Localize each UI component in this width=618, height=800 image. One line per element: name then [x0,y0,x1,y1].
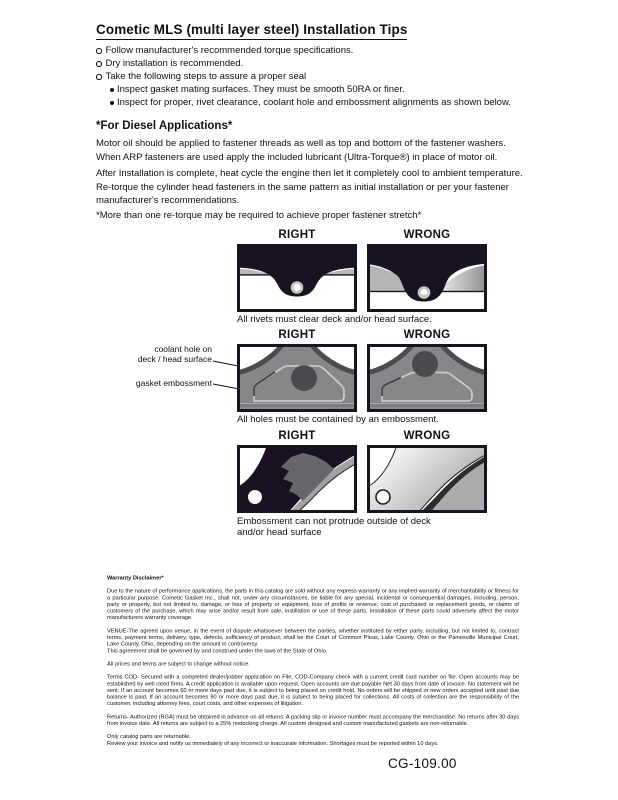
rivet-wrong-diagram [367,244,487,312]
tips-list [96,44,536,109]
list-item [110,96,536,109]
figure-row-embossment [237,430,487,513]
coolant-hole-label-line2: deck / head surface [137,353,212,364]
list-item [96,70,536,83]
figure-caption: All holes must be contained by an embossment. [237,414,439,425]
bullet-icon [110,88,114,92]
diesel-paragraph: After Installation is complete, heat cycle the engine then let it completely cool to ambient temperature. Re-torque the cylinder head fasteners in the same pattern as initial installation or per your fastener manufacturer's recommendations. [96,168,523,206]
figure-row-rivets [237,229,487,312]
figure-rivet-wrong [367,229,487,312]
bullet-text: Follow manufacturer's recommended torque specifications. [105,45,354,56]
warranty-disclaimer-heading: Warranty Disclaimer* [107,575,164,581]
figure-label-wrong: WRONG [403,229,451,241]
warranty-disclaimer [107,575,519,753]
bullet-text: Inspect for proper, rivet clearance, coolant hole and embossment alignments as shown below. [117,97,511,108]
coolant-hole-wrong-diagram [367,344,487,412]
page-title: Cometic MLS (multi layer steel) Installation Tips [96,22,407,40]
diesel-paragraph: Motor oil should be applied to fastener threads as well as top and bottom of the fastener washers. When ARP fasteners are used apply the included lubricant (Ultra-Torque®) in place of motor oil. [96,138,506,163]
coolant-hole-icon [412,351,438,377]
figure-label-right: RIGHT [278,329,316,341]
figure-label-right: RIGHT [278,430,316,442]
figure-label-right: RIGHT [278,229,316,241]
bolt-hole-icon [248,490,262,504]
page-number: CG-109.00 [388,756,457,771]
list-item [110,83,536,96]
figure-caption: All rivets must clear deck and/or head surface. [237,314,432,325]
disclaimer-paragraph: Due to the nature of performance applications, the parts in this catalog are sold without any express warranty or any implied warranty of merchantability or fitness for a particular purpose. Cometic Gasket Inc., shall not, under any circumstances, be liable for any special, incidental or consequential damages, including, person, party or property, but not limited to, damage, or loss of property or equipment, loss of profits or revenue, cost of purchased or replacement goods, or claims of customers of the purchase, which may arise and/or result from sale, instillation or use of these parts. Installation of these parts could adversely affect the motor manufacturers warranty coverage. [107,588,519,621]
bullet-text: Inspect gasket mating surfaces. They must be smooth 50RA or finer. [117,84,405,95]
disclaimer-paragraph: Returns- Authorized (RGA) must be obtained in advance on all returns. A packing slip or invoice number must accompany the merchandise. No returns after 30 days from invoice date. All returns are subject to a 25% restocking charge. All custom designed and custom manufactured gaskets are non-returnable. [107,713,519,727]
disclaimer-paragraph: This agreement shall be governed by and construed under the laws of the State of Ohio. [107,647,328,654]
bolt-hole-icon [376,490,390,504]
figure-label-wrong: WRONG [403,329,451,341]
list-item [96,57,536,70]
rivet-right-diagram [237,244,357,312]
figure-hole-right [237,329,357,412]
disclaimer-paragraph: Review your invoice and notify us immediately of any incorrect or inaccurate information. Shortages must be reported within 10 days. [107,740,439,747]
diesel-section-heading: *For Diesel Applications* [96,120,233,132]
bullet-icon [110,101,114,105]
bullet-icon [96,61,102,67]
disclaimer-paragraph: Only catalog parts are returnable. [107,733,191,740]
gasket-embossment-label: gasket embossment [135,378,212,388]
disclaimer-paragraph: VENUE-The agreed upon venue, in the event of dispute whatsoever between the parties, whether instituted by either party, including, but not limited to, contract terms, payment terms, delivery, type, defects, sufficiency of product, shall be the Court of Common Pleas, Lake County, Ohio or the Painesville Municipal Court, Lake County, Ohio, depending on the amount in controversy. [107,627,519,648]
bullet-text: Take the following steps to assure a proper seal [105,71,307,82]
figure-rivet-right [237,229,357,312]
bullet-icon [96,48,102,54]
embossment-right-diagram [237,445,357,513]
disclaimer-paragraph: All prices and terms are subject to change without notice. [107,660,250,667]
figure-caption: Embossment can not protrude outside of deck and/or head surface [237,516,431,538]
coolant-hole-right-diagram [237,344,357,412]
figure-hole-wrong [367,329,487,412]
figure-embossment-right [237,430,357,513]
coolant-hole-icon [291,365,317,391]
coolant-hole-label-line1: coolant hole on [154,344,212,354]
bullet-icon [96,74,102,80]
figure-row-coolant-holes [237,329,487,412]
bullet-text: Dry installation is recommended. [105,58,244,69]
list-item [96,44,536,57]
retorque-note: *More than one re-torque may be required to achieve proper fastener stretch* [96,210,422,221]
disclaimer-paragraph: Terms COD- Secured with a completed dealer/jobber application on File, COD-Company check with a current credit card number on file. Open accounts may be established by well rated firms. A credit application is available upon request. Open accounts are due payable Net 30 days from date of invoice. No statement will be sent. If an account becomes 60 or more days past due, it is subject to being placed on credit hold. No orders will be shipped or new orders accepted until past due balance is paid. If an account becomes 90 or more days past due, it is subject to being placed for collections. All costs of collection are the responsibility of the customer, including attorney fees, court costs, and other expenses of litigation. [107,674,519,707]
figure-label-wrong: WRONG [403,430,451,442]
figure-embossment-wrong [367,430,487,513]
embossment-wrong-diagram [367,445,487,513]
coolant-hole-label [108,345,212,364]
